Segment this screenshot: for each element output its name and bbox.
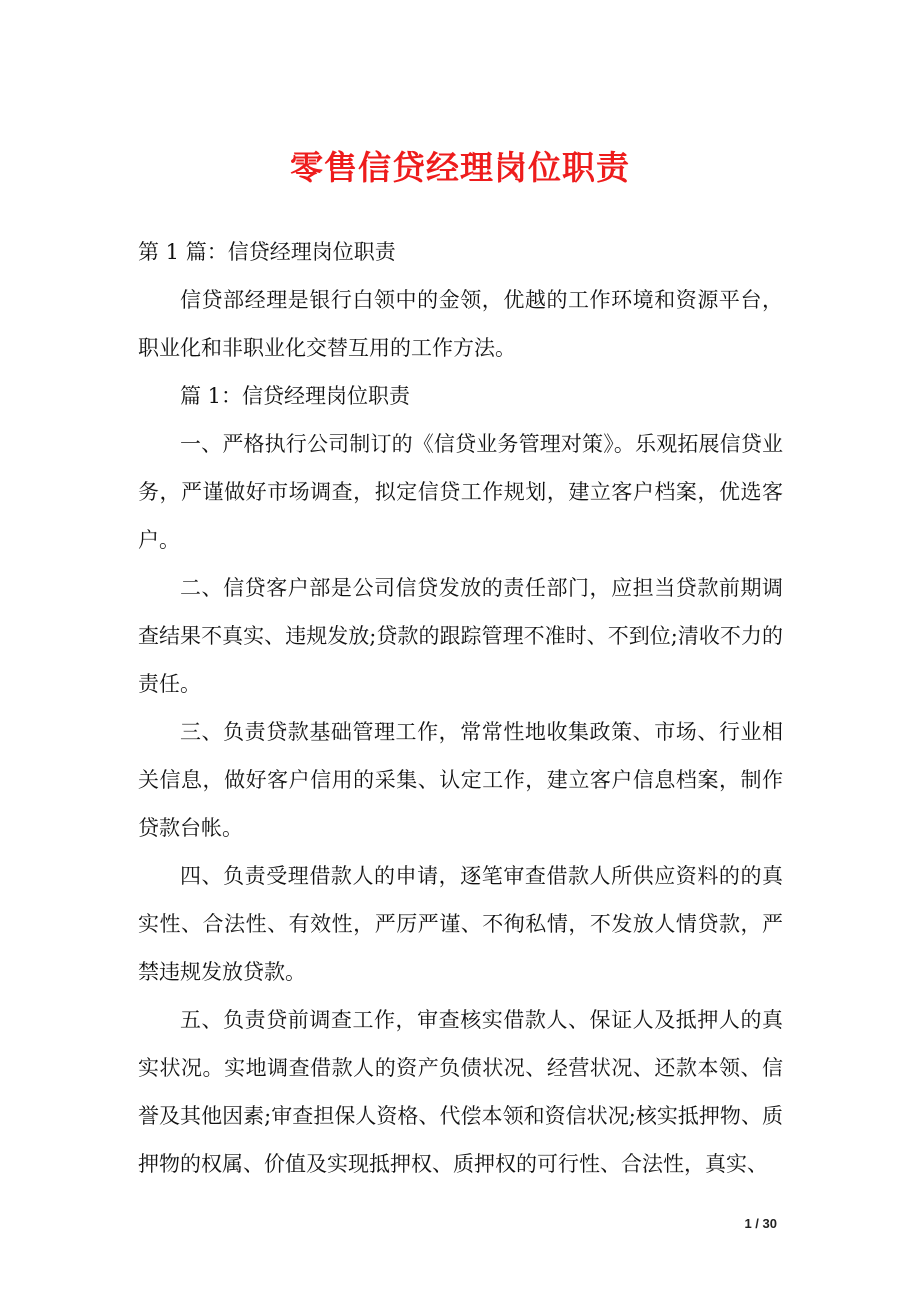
document-title: 零售信贷经理岗位职责 <box>290 148 630 187</box>
paragraph: 三、负责贷款基础管理工作，常常性地收集政策、市场、行业相关信息，做好客户信用的采集、认定工作，建立客户信息档案，制作贷款台帐。 <box>138 720 783 840</box>
paragraph: 一、严格执行公司制订的《信贷业务管理对策》。乐观拓展信贷业务，严谨做好市场调查，拟定信贷工作规划，建立客户档案，优选客户。 <box>138 432 783 552</box>
page-number: 1 / 30 <box>744 1216 777 1231</box>
paragraph: 信贷部经理是银行白领中的金领，优越的工作环境和资源平台，职业化和非职业化交替互用的工作方法。 <box>138 288 783 360</box>
document-body <box>138 228 783 1188</box>
paragraph: 二、信贷客户部是公司信贷发放的责任部门，应担当贷款前期调查结果不真实、违规发放;贷款的跟踪管理不准时、不到位;清收不力的责任。 <box>138 576 783 696</box>
paragraph: 四、负责受理借款人的申请，逐笔审查借款人所供应资料的的真实性、合法性、有效性，严厉严谨、不徇私情，不发放人情贷款，严禁违规发放贷款。 <box>138 864 783 984</box>
section-subheading: 篇 1：信贷经理岗位职责 <box>180 384 411 408</box>
paragraph: 五、负责贷前调查工作，审查核实借款人、保证人及抵押人的真实状况。实地调查借款人的资产负债状况、经营状况、还款本领、信誉及其他因素;审查担保人资格、代偿本领和资信状况;核实抵押物、质押物的权属、价值及实现抵押权、质押权的可行性、合法性，真实、 <box>138 1008 783 1176</box>
section-heading: 第 1 篇：信贷经理岗位职责 <box>138 240 396 264</box>
